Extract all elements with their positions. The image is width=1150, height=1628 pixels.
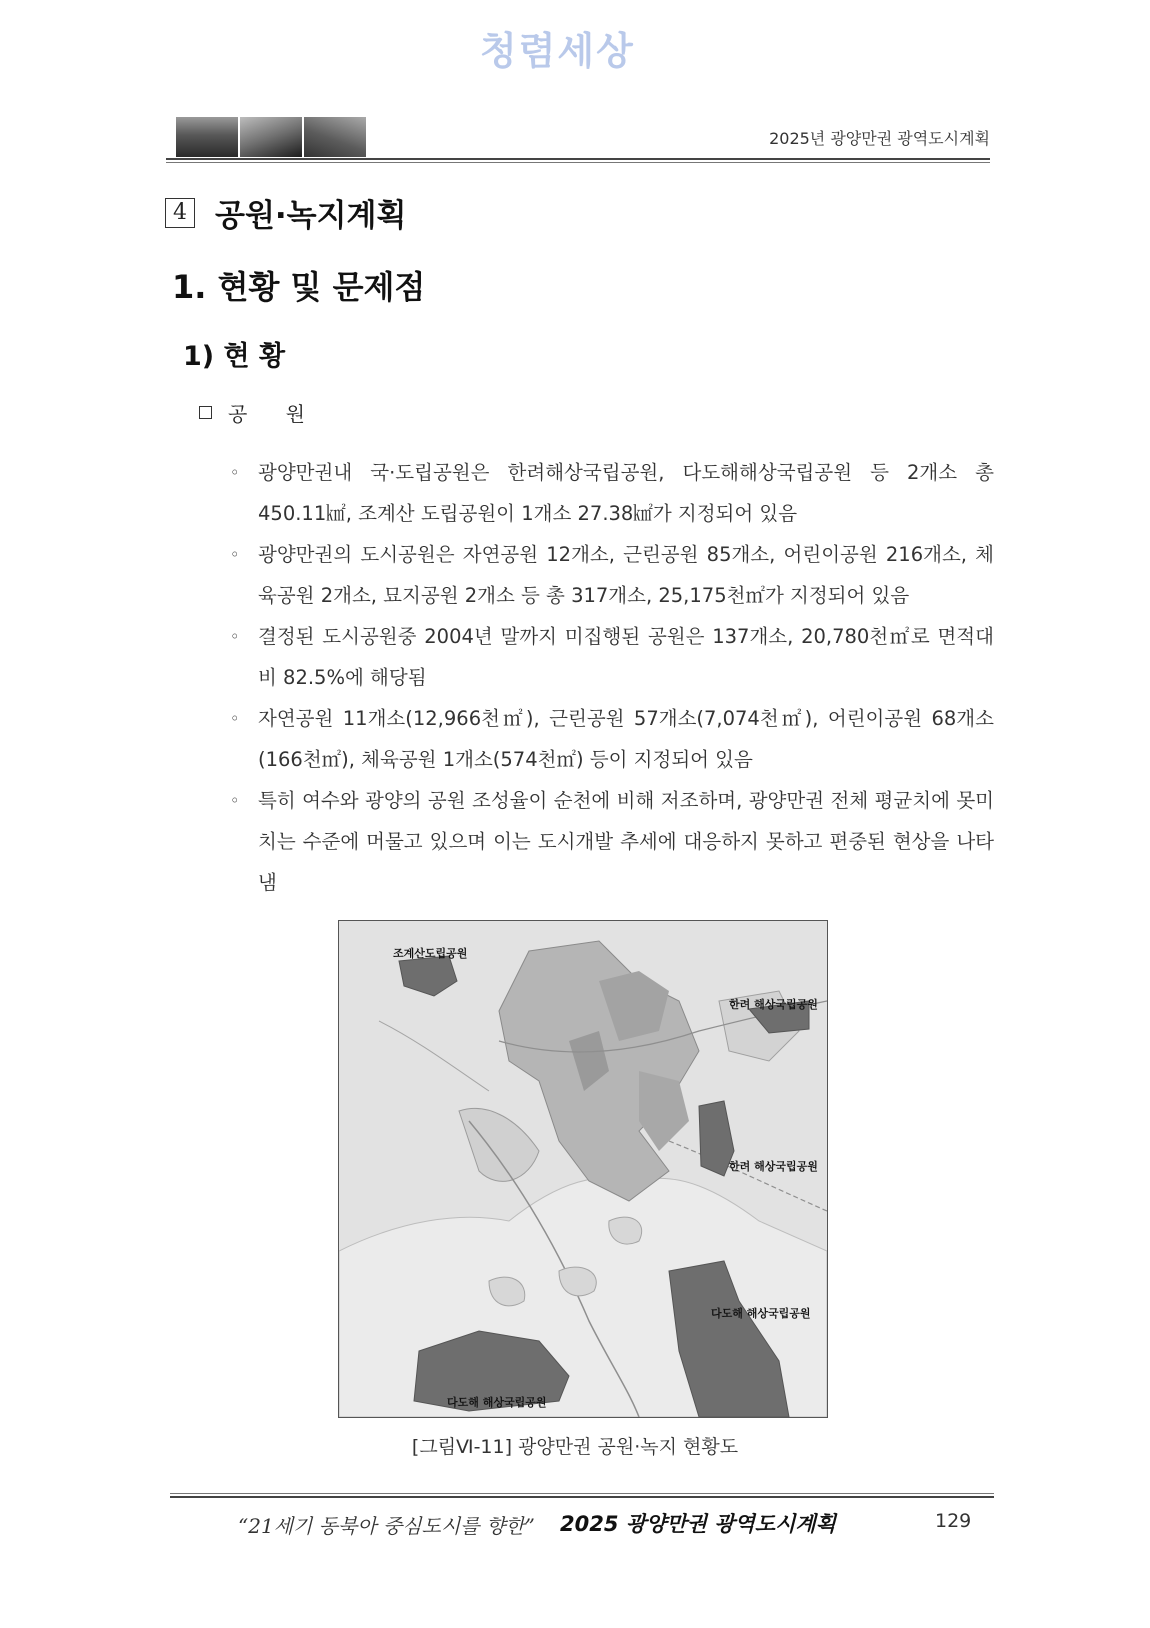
page-number: 129 [935,1510,972,1532]
list-item: ◦ 자연공원 11개소(12,966천㎡), 근린공원 57개소(7,074천㎡), 어린이공원 68개소(166천㎡), 체육공원 1개소(574천㎡) 등이 지정되어 있음 [230,698,994,780]
chapter-title: 공원·녹지계획 [215,198,407,234]
map-label-hallyeo-top: 한려 해상국립공원 [729,998,818,1011]
bullet-circle-icon: ◦ [230,545,240,564]
header-photo-strip [176,117,366,157]
bullet-circle-icon: ◦ [230,627,240,646]
list-item: ◦ 광양만권내 국·도립공원은 한려해상국립공원, 다도해해상국립공원 등 2개소 총 450.11㎢, 조계산 도립공원이 1개소 27.38㎢가 지정되어 있음 [230,452,994,534]
header-photo [176,117,238,157]
header-divider [166,162,990,163]
map-label-dadohae-right: 다도해 해상국립공원 [711,1307,811,1320]
footer-divider [170,1493,994,1494]
bullet-circle-icon: ◦ [230,791,240,810]
map-label-dadohae-bottom: 다도해 해상국립공원 [447,1396,547,1409]
list-item: ◦ 특히 여수와 광양의 공원 조성율이 순천에 비해 저조하며, 광양만권 전체 평균치에 못미치는 수준에 머물고 있으며 이는 도시개발 추세에 대응하지 못하고 편중된 현상을 나타냄 [230,780,994,903]
figure-caption: [그림Ⅵ-11] 광양만권 공원·녹지 현황도 [411,1436,739,1458]
checkbox-square-icon [199,406,212,419]
footer-slogan: “21세기 동북아 중심도시를 향한” [238,1514,535,1538]
header-title: 2025년 광양만권 광역도시계획 [769,129,990,148]
bullet-circle-icon: ◦ [230,709,240,728]
category-label: 공 원 [228,402,321,426]
map-label-hallyeo-mid: 한려 해상국립공원 [729,1160,818,1173]
category-heading [199,398,321,427]
map-label-jogyesan: 조계산도립공원 [393,947,468,960]
chapter-heading [165,190,406,235]
bullet-circle-icon: ◦ [230,463,240,482]
footer-plan-title: 2025 광양만권 광역도시계획 [560,1512,836,1536]
logo-text: 청렴세상 [480,29,635,73]
header-divider [166,158,990,160]
logo [480,20,670,74]
section-title: 1. 현황 및 문제점 [172,268,426,306]
chapter-number: 4 [165,198,195,228]
list-item: ◦ 광양만권의 도시공원은 자연공원 12개소, 근린공원 85개소, 어린이공원 216개소, 체육공원 2개소, 묘지공원 2개소 등 총 317개소, 25,175천㎡가 지정되어 있음 [230,534,994,616]
list-item: ◦ 결정된 도시공원중 2004년 말까지 미집행된 공원은 137개소, 20,780천㎡로 면적대비 82.5%에 해당됨 [230,616,994,698]
subsection-title: 1) 현 황 [183,341,286,372]
bullet-list [230,452,994,903]
park-map [338,920,828,1418]
footer-divider [170,1496,994,1498]
header-photo [240,117,302,157]
header-photo [304,117,366,157]
